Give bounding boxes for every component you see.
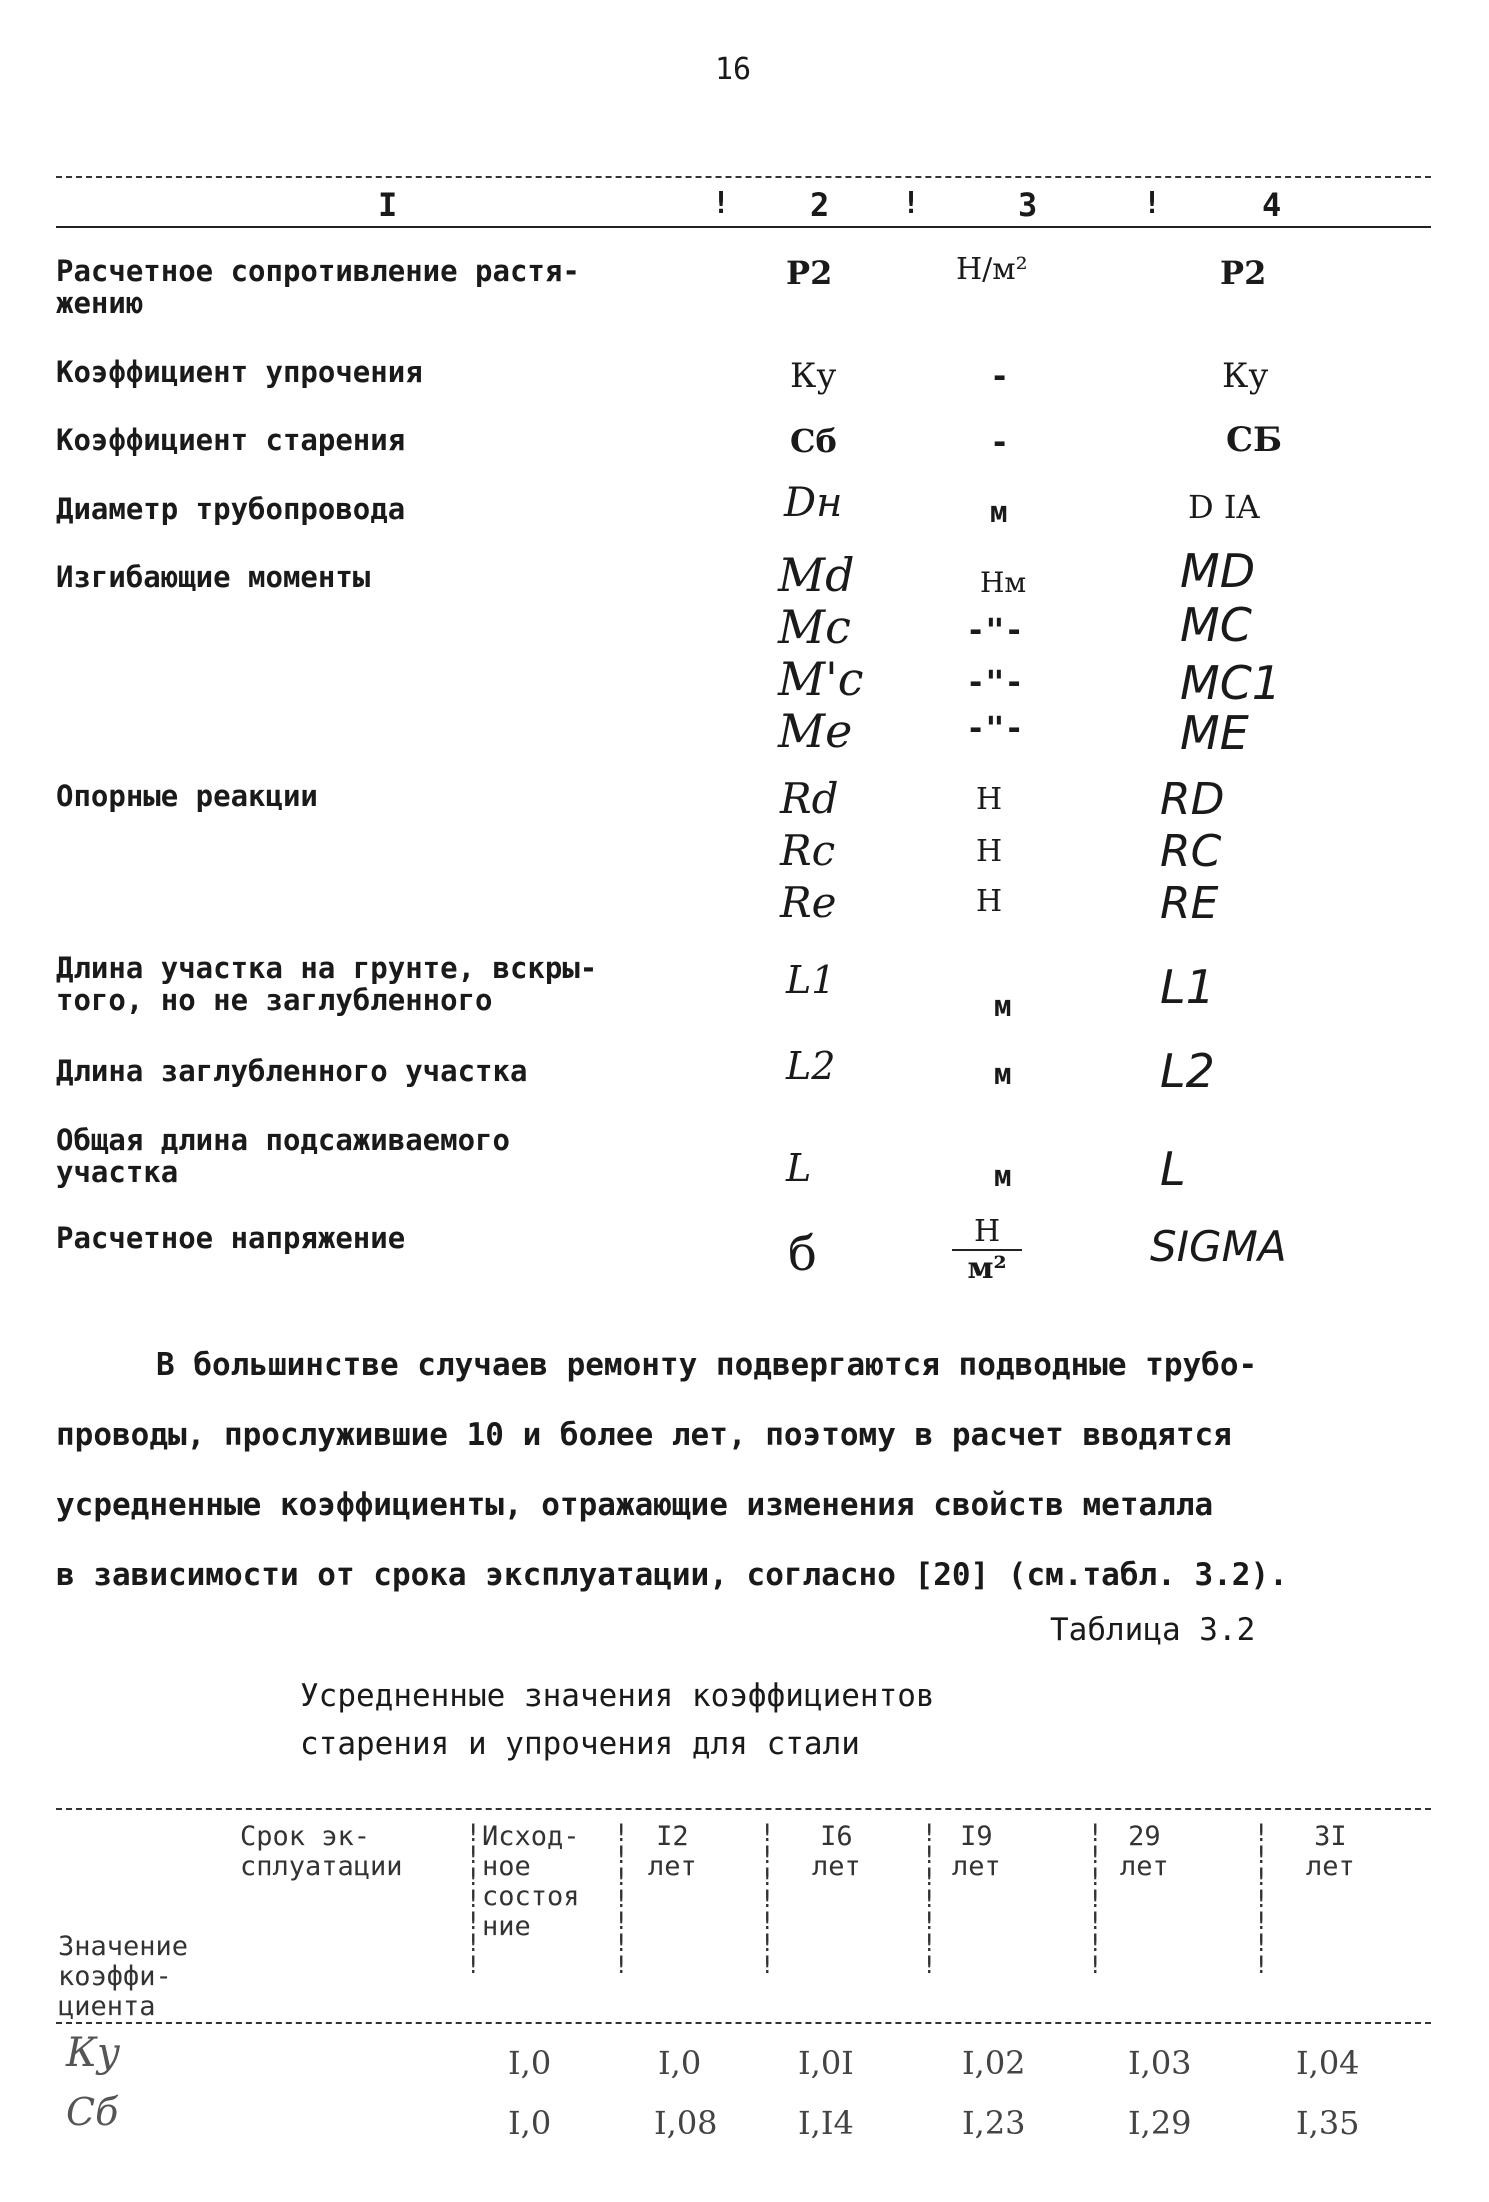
fraction-numerator: Н (952, 1214, 1022, 1251)
row-unit: - (990, 423, 1010, 461)
row-unit: м (990, 495, 1008, 529)
paragraph-line: проводы, прослужившие 10 и более лет, поэтому в расчет вводятся (56, 1417, 1232, 1453)
paragraph-line: усредненные коэффициенты, отражающие изменения свойств металла (56, 1487, 1214, 1523)
row-name: Коэффициент упрочения (56, 355, 423, 389)
corner-top-label: Срок эк- сплуатации (240, 1821, 403, 1882)
row-id: MC (1180, 598, 1252, 652)
col-separator: ! ! ! ! ! ! ! (922, 1819, 937, 1979)
paragraph-line: в зависимости от срока эксплуатации, согласно [20] (см.табл. 3.2). (56, 1557, 1288, 1593)
unit-fraction (952, 1214, 1022, 1286)
row-name: Диаметр трубопровода (56, 492, 406, 526)
table-cell: I,08 (654, 2104, 718, 2142)
col-separator: ! (1143, 186, 1162, 221)
row-unit: Нм (980, 566, 1027, 599)
row-id: ME (1180, 706, 1249, 760)
table-cell: I,35 (1296, 2104, 1360, 2142)
col-header-2: 2 (810, 186, 830, 224)
row-id: RC (1160, 826, 1222, 877)
row-name: Длина участка на грунте, вскры- того, но не заглубленного (56, 951, 598, 1017)
table-cell: I,23 (962, 2104, 1026, 2142)
row-name: Коэффициент старения (56, 423, 406, 457)
fraction-denominator: м² (967, 1251, 1007, 1286)
row-unit: Н/м² (956, 252, 1028, 287)
col-separator: ! ! ! ! ! ! ! (1088, 1819, 1103, 1979)
table-cell: I,0 (508, 2104, 552, 2142)
row-name: Общая длина подсаживаемого участка (56, 1123, 510, 1189)
row-id: D IA (1188, 488, 1260, 526)
row-name: Расчетное напряжение (56, 1221, 406, 1255)
row-id: L (1160, 1142, 1186, 1196)
row-unit: м (994, 1057, 1012, 1091)
row-id: RD (1160, 774, 1225, 825)
col-separator: ! ! ! ! ! ! ! (1254, 1819, 1269, 1979)
col-header-1: I (378, 186, 398, 224)
row-name: Изгибающие моменты (56, 560, 371, 594)
table-cell: I,0 (508, 2044, 552, 2082)
row-symbol: Re (780, 878, 837, 927)
row-unit: Н (976, 782, 1003, 817)
row-id: Ку (1222, 356, 1269, 396)
row-name: Опорные реакции (56, 779, 318, 813)
row-id: СБ (1226, 420, 1283, 460)
paragraph-line: В большинстве случаев ремонту подвергаются подводные трубо- (156, 1347, 1258, 1383)
row-unit: -"- (966, 663, 1024, 701)
row-id: MC1 (1180, 656, 1282, 710)
row-unit: Н (976, 884, 1003, 919)
row-unit: - (990, 357, 1010, 395)
row-id: P2 (1220, 254, 1267, 292)
row-unit: -"- (966, 709, 1024, 747)
row-unit: м (994, 1159, 1012, 1193)
col-header: I9 лет (952, 1821, 1001, 1882)
col-header: Исход- ное состоя ние (482, 1821, 580, 1942)
row-symbol: L2 (786, 1044, 836, 1088)
table-label: Таблица 3.2 (1050, 1612, 1256, 1648)
table-cell: I,0 (658, 2044, 702, 2082)
caption-line: Усредненные значения коэффициентов (300, 1678, 935, 1714)
row-symbol: Md (778, 548, 855, 602)
row-symbol: Dн (784, 480, 843, 526)
row-name: Расчетное сопротивление растя- жению (56, 254, 580, 320)
row-symbol: M'c (778, 652, 864, 706)
row-symbol: L (786, 1146, 812, 1190)
row-symbol: Mc (778, 600, 851, 654)
row-symbol: Сб (790, 422, 837, 460)
table-cell: I,03 (1128, 2044, 1192, 2082)
col-header-3: 3 (1018, 186, 1038, 224)
row-symbol: Me (778, 704, 853, 758)
col-separator: ! (902, 186, 921, 221)
table2-header-rule (56, 2022, 1431, 2024)
row-label: Сб (66, 2090, 119, 2134)
table-cell: I,29 (1128, 2104, 1192, 2142)
corner-bottom-label: Значение коэффи- циента (58, 1931, 189, 2022)
col-separator: ! ! ! ! ! ! ! (466, 1819, 481, 1979)
row-id: RE (1160, 878, 1219, 929)
row-unit: -"- (966, 611, 1024, 649)
table-cell: I,02 (962, 2044, 1026, 2082)
table-cell: I,0I (798, 2044, 854, 2082)
row-unit: Н (976, 834, 1003, 869)
col-separator: ! ! ! ! ! ! ! (614, 1819, 629, 1979)
row-id: MD (1180, 544, 1256, 598)
row-symbol: б (788, 1226, 817, 1282)
col-header: 3I лет (1306, 1821, 1355, 1882)
row-symbol: Rd (780, 774, 839, 823)
table-caption (300, 1672, 935, 1768)
row-symbol: Ку (790, 356, 837, 396)
col-header: I6 лет (812, 1821, 861, 1882)
table-cell: I,04 (1296, 2044, 1360, 2082)
table2-top-rule (56, 1808, 1431, 1810)
table1-top-rule (56, 176, 1431, 178)
col-header: 29 лет (1120, 1821, 1169, 1882)
row-symbol: L1 (786, 958, 836, 1002)
row-id: L1 (1160, 960, 1215, 1014)
row-symbol: P2 (786, 254, 833, 292)
col-separator: ! ! ! ! ! ! ! (760, 1819, 775, 1979)
body-paragraph (56, 1330, 1288, 1610)
table-cell: I,I4 (798, 2104, 854, 2142)
page-number: 16 (715, 52, 752, 87)
table1-header-rule (56, 226, 1431, 228)
col-header-4: 4 (1262, 186, 1282, 224)
row-symbol: Rc (780, 826, 836, 875)
col-separator: ! (712, 186, 731, 221)
row-unit: м (994, 989, 1012, 1023)
row-id: L2 (1160, 1044, 1215, 1098)
col-header: I2 лет (648, 1821, 697, 1882)
row-name: Длина заглубленного участка (56, 1054, 528, 1088)
caption-line: старения и упрочения для стали (300, 1726, 860, 1762)
row-label: Ку (66, 2030, 121, 2076)
row-id: SIGMA (1150, 1222, 1287, 1271)
